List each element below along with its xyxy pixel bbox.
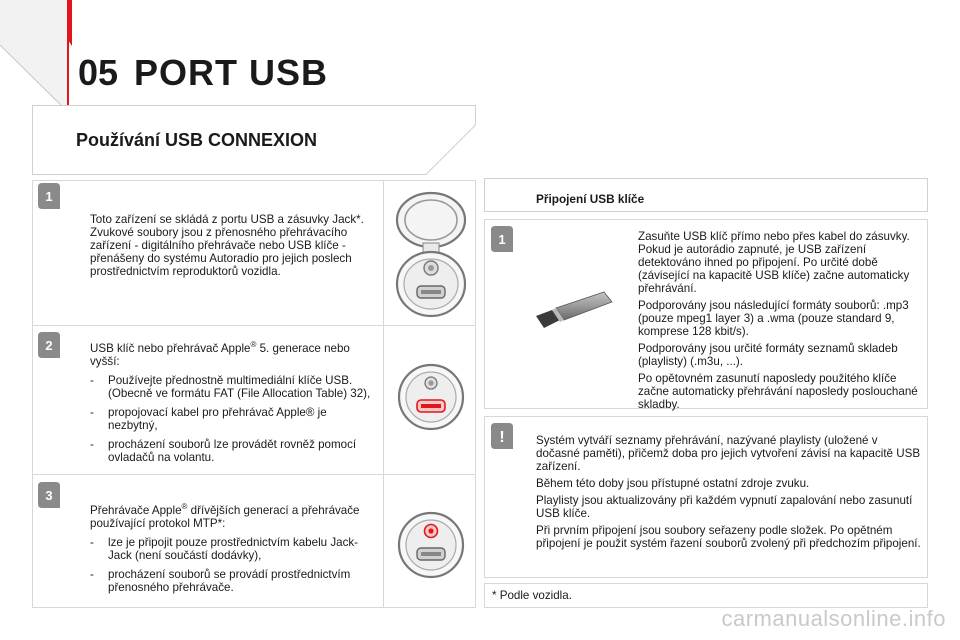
connect-usb-paragraph: Po opětovném zasunutí naposledy použitého klíče začne automaticky přehrávání naposledy poslouchané skladby. [638, 372, 918, 411]
right-step-badge-1 [491, 226, 513, 252]
step-3-bullets [90, 536, 375, 594]
step-2-bullet: - propojovací kabel pro přehrávač Apple® je nezbytný, [90, 406, 375, 432]
step-2-bullet: - Používejte přednostně multimediální klíče USB. (Obecně ve formátu FAT (File Allocation Table) 32), [90, 374, 375, 400]
usb-port-highlighted-illustration [396, 362, 466, 432]
usb-stick-icon [530, 286, 614, 334]
right-step-badge-1-label: 1 [498, 232, 506, 247]
warning-paragraph: Playlisty jsou aktualizovány při každém vypnutí zapalování nebo zasunutí USB klíče. [536, 494, 913, 520]
step-separator-2 [32, 474, 476, 475]
step-3-intro-prefix: Přehrávače Apple [90, 503, 182, 517]
footnote: * Podle vozidla. [492, 589, 572, 602]
step-3-bullet: - procházení souborů se provádí prostřednictvím přenosného přehrávače. [90, 568, 375, 594]
step-badge-3 [38, 482, 60, 508]
step-2-intro-sup: ® [250, 340, 257, 349]
warning-icon-label: ! [499, 429, 505, 446]
step-2-intro-prefix: USB klíč nebo přehrávač Apple [90, 341, 251, 355]
left-panel-divider [383, 180, 384, 608]
step-2-text [90, 338, 375, 464]
warning-paragraph: Systém vytváří seznamy přehrávání, nazývané playlisty (uložené v dočasné paměti), přičemž doba pro jejich vytvoření závisí na kapacitě USB zařízení. [536, 434, 921, 473]
connect-usb-paragraph: Podporovány jsou následující formáty souborů: .mp3 (pouze mpeg1 layer 3) a .wma (pouze standard 9, komprese 128 kbit/s). [638, 299, 909, 338]
step-2-bullet: - procházení souborů lze provádět rovněž pomocí ovladačů na volantu. [90, 438, 375, 464]
chapter-title: PORT USB [134, 52, 329, 93]
step-badge-3-label: 3 [45, 488, 53, 503]
step-badge-2 [38, 332, 60, 358]
step-1-text [90, 213, 375, 282]
step-badge-1 [38, 183, 60, 209]
jack-port-highlighted-illustration [396, 510, 466, 580]
usb-jack-port-open-lid-illustration [392, 188, 470, 320]
step-2-bullets [90, 374, 375, 464]
step-3-intro-suffix: dřívějších generací a přehrávače používající protokol MTP*: [90, 503, 360, 530]
connect-usb-subtitle: Připojení USB klíče [536, 192, 645, 206]
step-1-paragraph: Toto zařízení se skládá z portu USB a zásuvky Jack*. Zvukové soubory jsou z přenosného přehrávacího zařízení - digitálního přehrávače nebo USB klíče - přenášeny do systému Autoradio pro jejich poslech prostřednictvím reproduktorů vozidla. [90, 213, 364, 278]
warning-icon [491, 423, 513, 449]
warning-text [536, 434, 921, 554]
step-2-intro [90, 338, 375, 368]
chapter-number: 05 [78, 52, 119, 93]
step-3-intro [90, 500, 375, 530]
section-title: Používání USB CONNEXION [76, 130, 318, 150]
connect-usb-paragraph: Podporovány jsou určité formáty seznamů skladeb (playlisty) (.m3u, ...). [638, 342, 898, 368]
warning-paragraph: Při prvním připojení jsou soubory seřazeny podle složek. Po opětném připojení je použit systém řazení souborů zvolený při předchozím připojení. [536, 524, 921, 550]
connect-usb-paragraph: Zasuňte USB klíč přímo nebo přes kabel do zásuvky. Pokud je autorádio zapnuté, je USB zařízení detektováno ihned po připojení. Po určité době (závisející na kapacitě USB klíče) začne automaticky přehrávání. [638, 230, 910, 295]
step-3-intro-sup: ® [181, 502, 188, 511]
step-3-text [90, 500, 375, 594]
watermark: carmanualsonline.info [721, 606, 946, 631]
connect-usb-text [638, 230, 922, 415]
step-badge-2-label: 2 [45, 338, 53, 353]
step-3-bullet: - lze je připojit pouze prostřednictvím kabelu Jack-Jack (není součástí dodávky), [90, 536, 375, 562]
step-badge-1-label: 1 [45, 189, 53, 204]
step-separator-1 [32, 325, 476, 326]
step-2-intro-suffix: 5. generace nebo vyšší: [90, 341, 350, 368]
warning-paragraph: Během této doby jsou přístupné ostatní zdroje zvuku. [536, 477, 810, 490]
